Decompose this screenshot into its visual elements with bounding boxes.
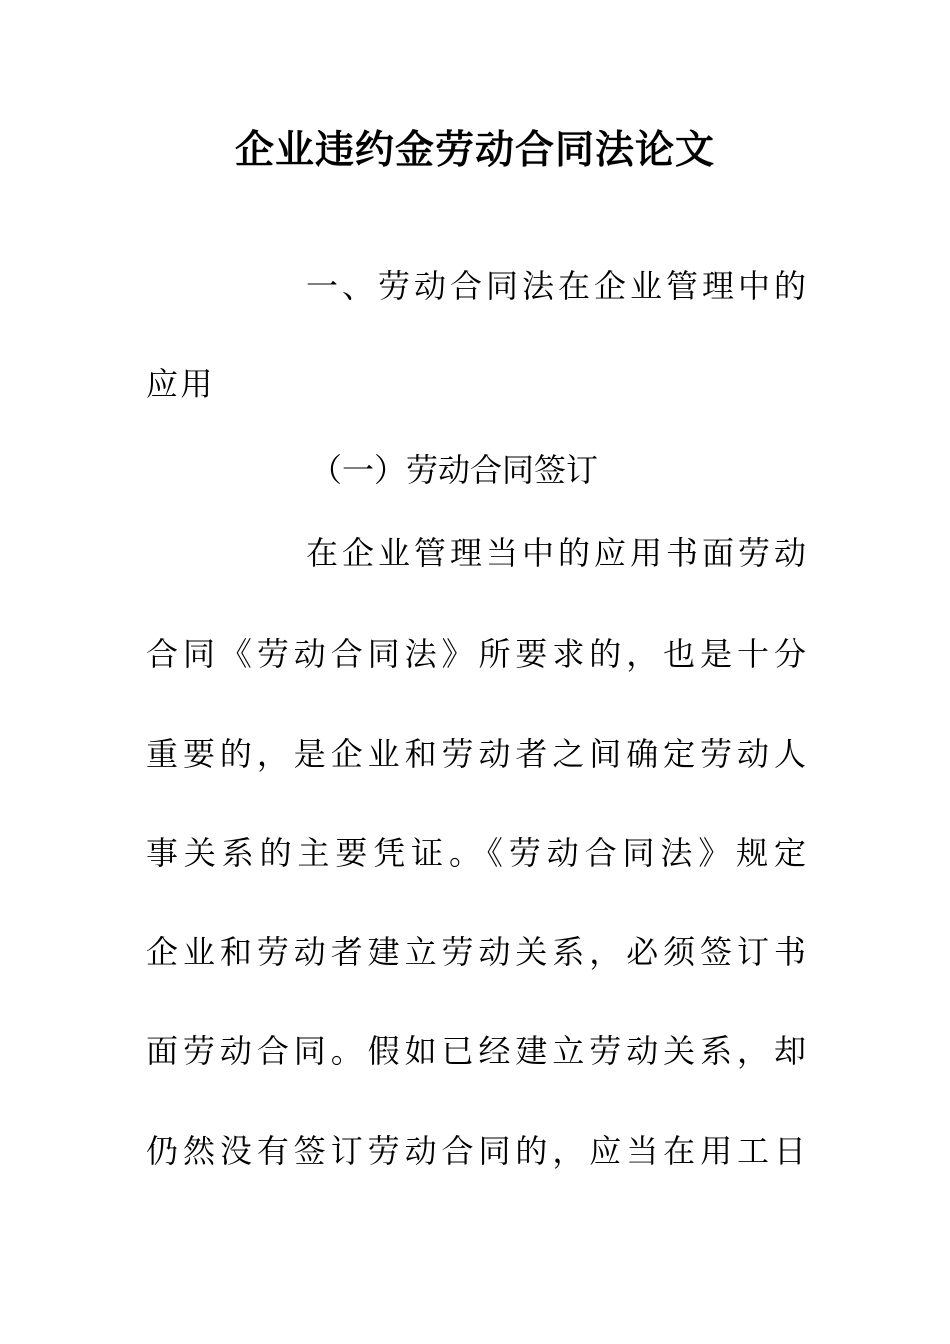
paragraph-line: 重要的，是企业和劳动者之间确定劳动人 <box>146 735 806 773</box>
section-heading-line-2: 应用 <box>146 365 215 403</box>
subsection-heading: （一）劳动合同签订 <box>310 451 599 489</box>
document-title: 企业违约金劳动合同法论文 <box>234 127 715 173</box>
paragraph-line: 企业和劳动者建立劳动关系，必须签订书 <box>146 933 806 971</box>
paragraph-line: 事关系的主要凭证。《劳动合同法》规定 <box>146 834 806 872</box>
paragraph-line: 合同《劳动合同法》所要求的，也是十分 <box>146 635 806 673</box>
paragraph-line: 在企业管理当中的应用书面劳动 <box>306 534 806 572</box>
section-heading-line-1: 一、劳动合同法在企业管理中的 <box>306 267 806 305</box>
paragraph-line: 面劳动合同。假如已经建立劳动关系，却 <box>146 1032 806 1070</box>
paragraph-line: 仍然没有签订劳动合同的，应当在用工日 <box>146 1132 806 1170</box>
